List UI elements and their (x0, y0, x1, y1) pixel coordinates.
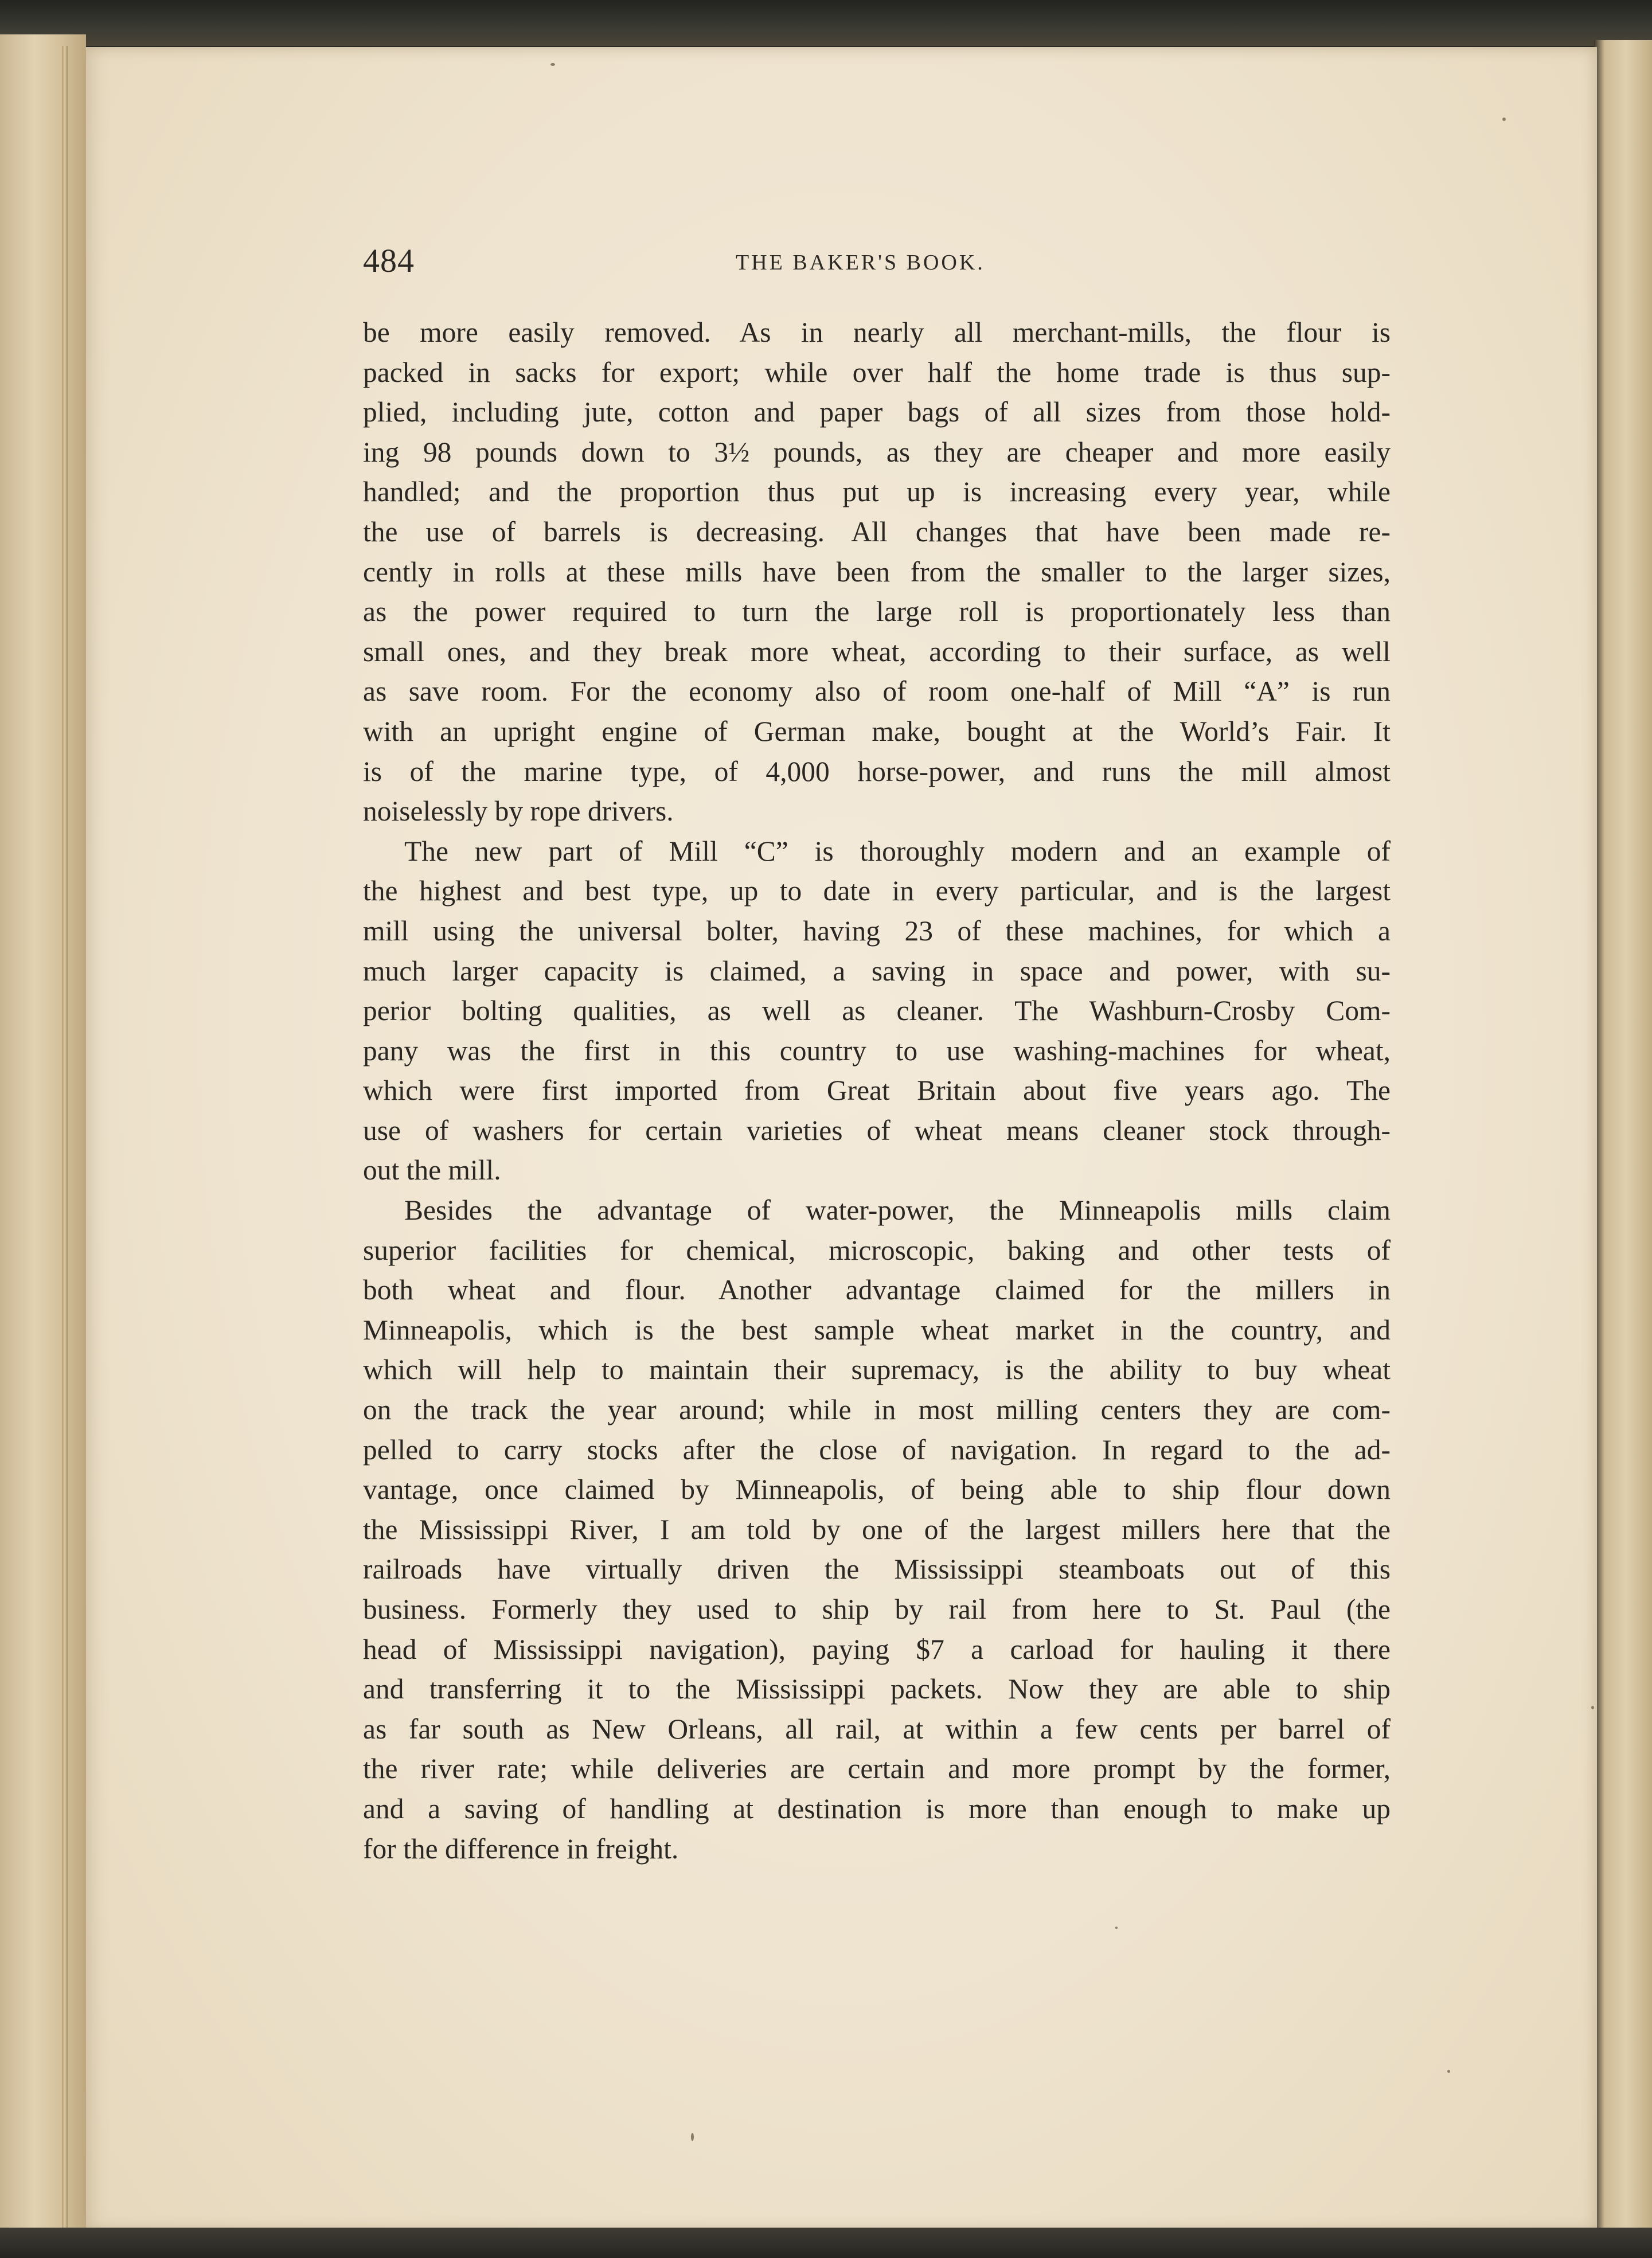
text-line: for the difference in freight. (363, 1833, 679, 1865)
text-line: and a saving of handling at destination is more than enough to make up (363, 1792, 1391, 1825)
text-line: the use of barrels is decreasing. All changes that have been made re- (363, 515, 1391, 548)
text-line: plied, including jute, cotton and paper bags of all sizes from those hold- (363, 396, 1391, 428)
scan-speck (1447, 2070, 1450, 2073)
text-line: which will help to maintain their supremacy, is the ability to buy wheat (363, 1354, 1391, 1386)
text-line: ing 98 pounds down to 3½ pounds, as they are cheaper and more easily (363, 436, 1391, 468)
text-line: mill using the universal bolter, having 23 of these machines, for which a (363, 915, 1391, 947)
scan-speck (1502, 118, 1506, 121)
text-line: pelled to carry stocks after the close of navigation. In regard to the ad- (363, 1433, 1391, 1466)
page-number: 484 (363, 242, 415, 279)
book-cover-bottom (0, 2228, 1652, 2258)
book-cover-top (0, 0, 1652, 46)
text-line: on the track the year around; while in most milling centers they are com- (363, 1394, 1391, 1426)
text-line: noiselessly by rope drivers. (363, 795, 674, 827)
book-title: THE BAKER'S BOOK. (736, 251, 985, 275)
next-leaf-edge (1594, 40, 1652, 2253)
paragraph-start-line: The new part of Mill “C” is thoroughly modern and an example of (404, 835, 1391, 867)
text-line: handled; and the proportion thus put up is increasing every year, while (363, 476, 1391, 508)
text-line: pany was the first in this country to use washing-machines for wheat, (363, 1034, 1391, 1067)
text-line: the river rate; while deliveries are certain and more prompt by the former, (363, 1753, 1391, 1785)
text-line: as the power required to turn the large roll is proportionately less than (363, 596, 1391, 628)
text-line: cently in rolls at these mills have been from the smaller to the larger sizes, (363, 556, 1391, 588)
text-line: perior bolting qualities, as well as cleaner. The Washburn-Crosby Com- (363, 995, 1391, 1027)
text-line: out the mill. (363, 1154, 501, 1186)
text-line: head of Mississippi navigation), paying $7 a carload for hauling it there (363, 1633, 1391, 1665)
binding-gutter-line (62, 46, 68, 2236)
body-text (363, 312, 1391, 1869)
running-head (363, 241, 1389, 281)
binding-edge-left (0, 34, 86, 2248)
text-line: small ones, and they break more wheat, according to their surface, as well (363, 635, 1391, 667)
text-line: both wheat and flour. Another advantage claimed for the millers in (363, 1274, 1391, 1306)
text-line: railroads have virtually driven the Mississippi steamboats out of this (363, 1553, 1391, 1585)
text-line: which were first imported from Great Britain about five years ago. The (363, 1075, 1391, 1107)
text-line: the highest and best type, up to date in every particular, and is the largest (363, 875, 1391, 907)
text-line: superior facilities for chemical, microscopic, baking and other tests of (363, 1234, 1391, 1266)
text-line: as save room. For the economy also of room one-half of Mill “A” is run (363, 675, 1391, 708)
scan-speck (691, 2133, 694, 2141)
text-line: and transferring it to the Mississippi packets. Now they are able to ship (363, 1673, 1391, 1705)
scan-speck (1591, 1706, 1594, 1709)
text-line: is of the marine type, of 4,000 horse-power, and runs the mill almost (363, 755, 1391, 787)
text-line: as far south as New Orleans, all rail, at within a few cents per barrel of (363, 1713, 1391, 1745)
scan-speck (550, 63, 555, 66)
text-line: with an upright engine of German make, bought at the World’s Fair. It (363, 715, 1391, 747)
text-line: the Mississippi River, I am told by one of the largest millers here that the (363, 1513, 1391, 1545)
text-line: packed in sacks for export; while over half the home trade is thus sup- (363, 356, 1391, 388)
paragraph-start-line: Besides the advantage of water-power, the Minneapolis mills claim (404, 1194, 1391, 1226)
text-line: much larger capacity is claimed, a saving in space and power, with su- (363, 955, 1391, 987)
text-line: business. Formerly they used to ship by rail from here to St. Paul (the (363, 1593, 1391, 1625)
text-line: use of washers for certain varieties of wheat means cleaner stock through- (363, 1114, 1391, 1146)
text-line: vantage, once claimed by Minneapolis, of being able to ship flour down (363, 1474, 1391, 1506)
scan-speck (1115, 1927, 1118, 1929)
text-line: be more easily removed. As in nearly all merchant-mills, the flour is (363, 317, 1391, 348)
text-line: Minneapolis, which is the best sample wheat market in the country, and (363, 1314, 1391, 1346)
